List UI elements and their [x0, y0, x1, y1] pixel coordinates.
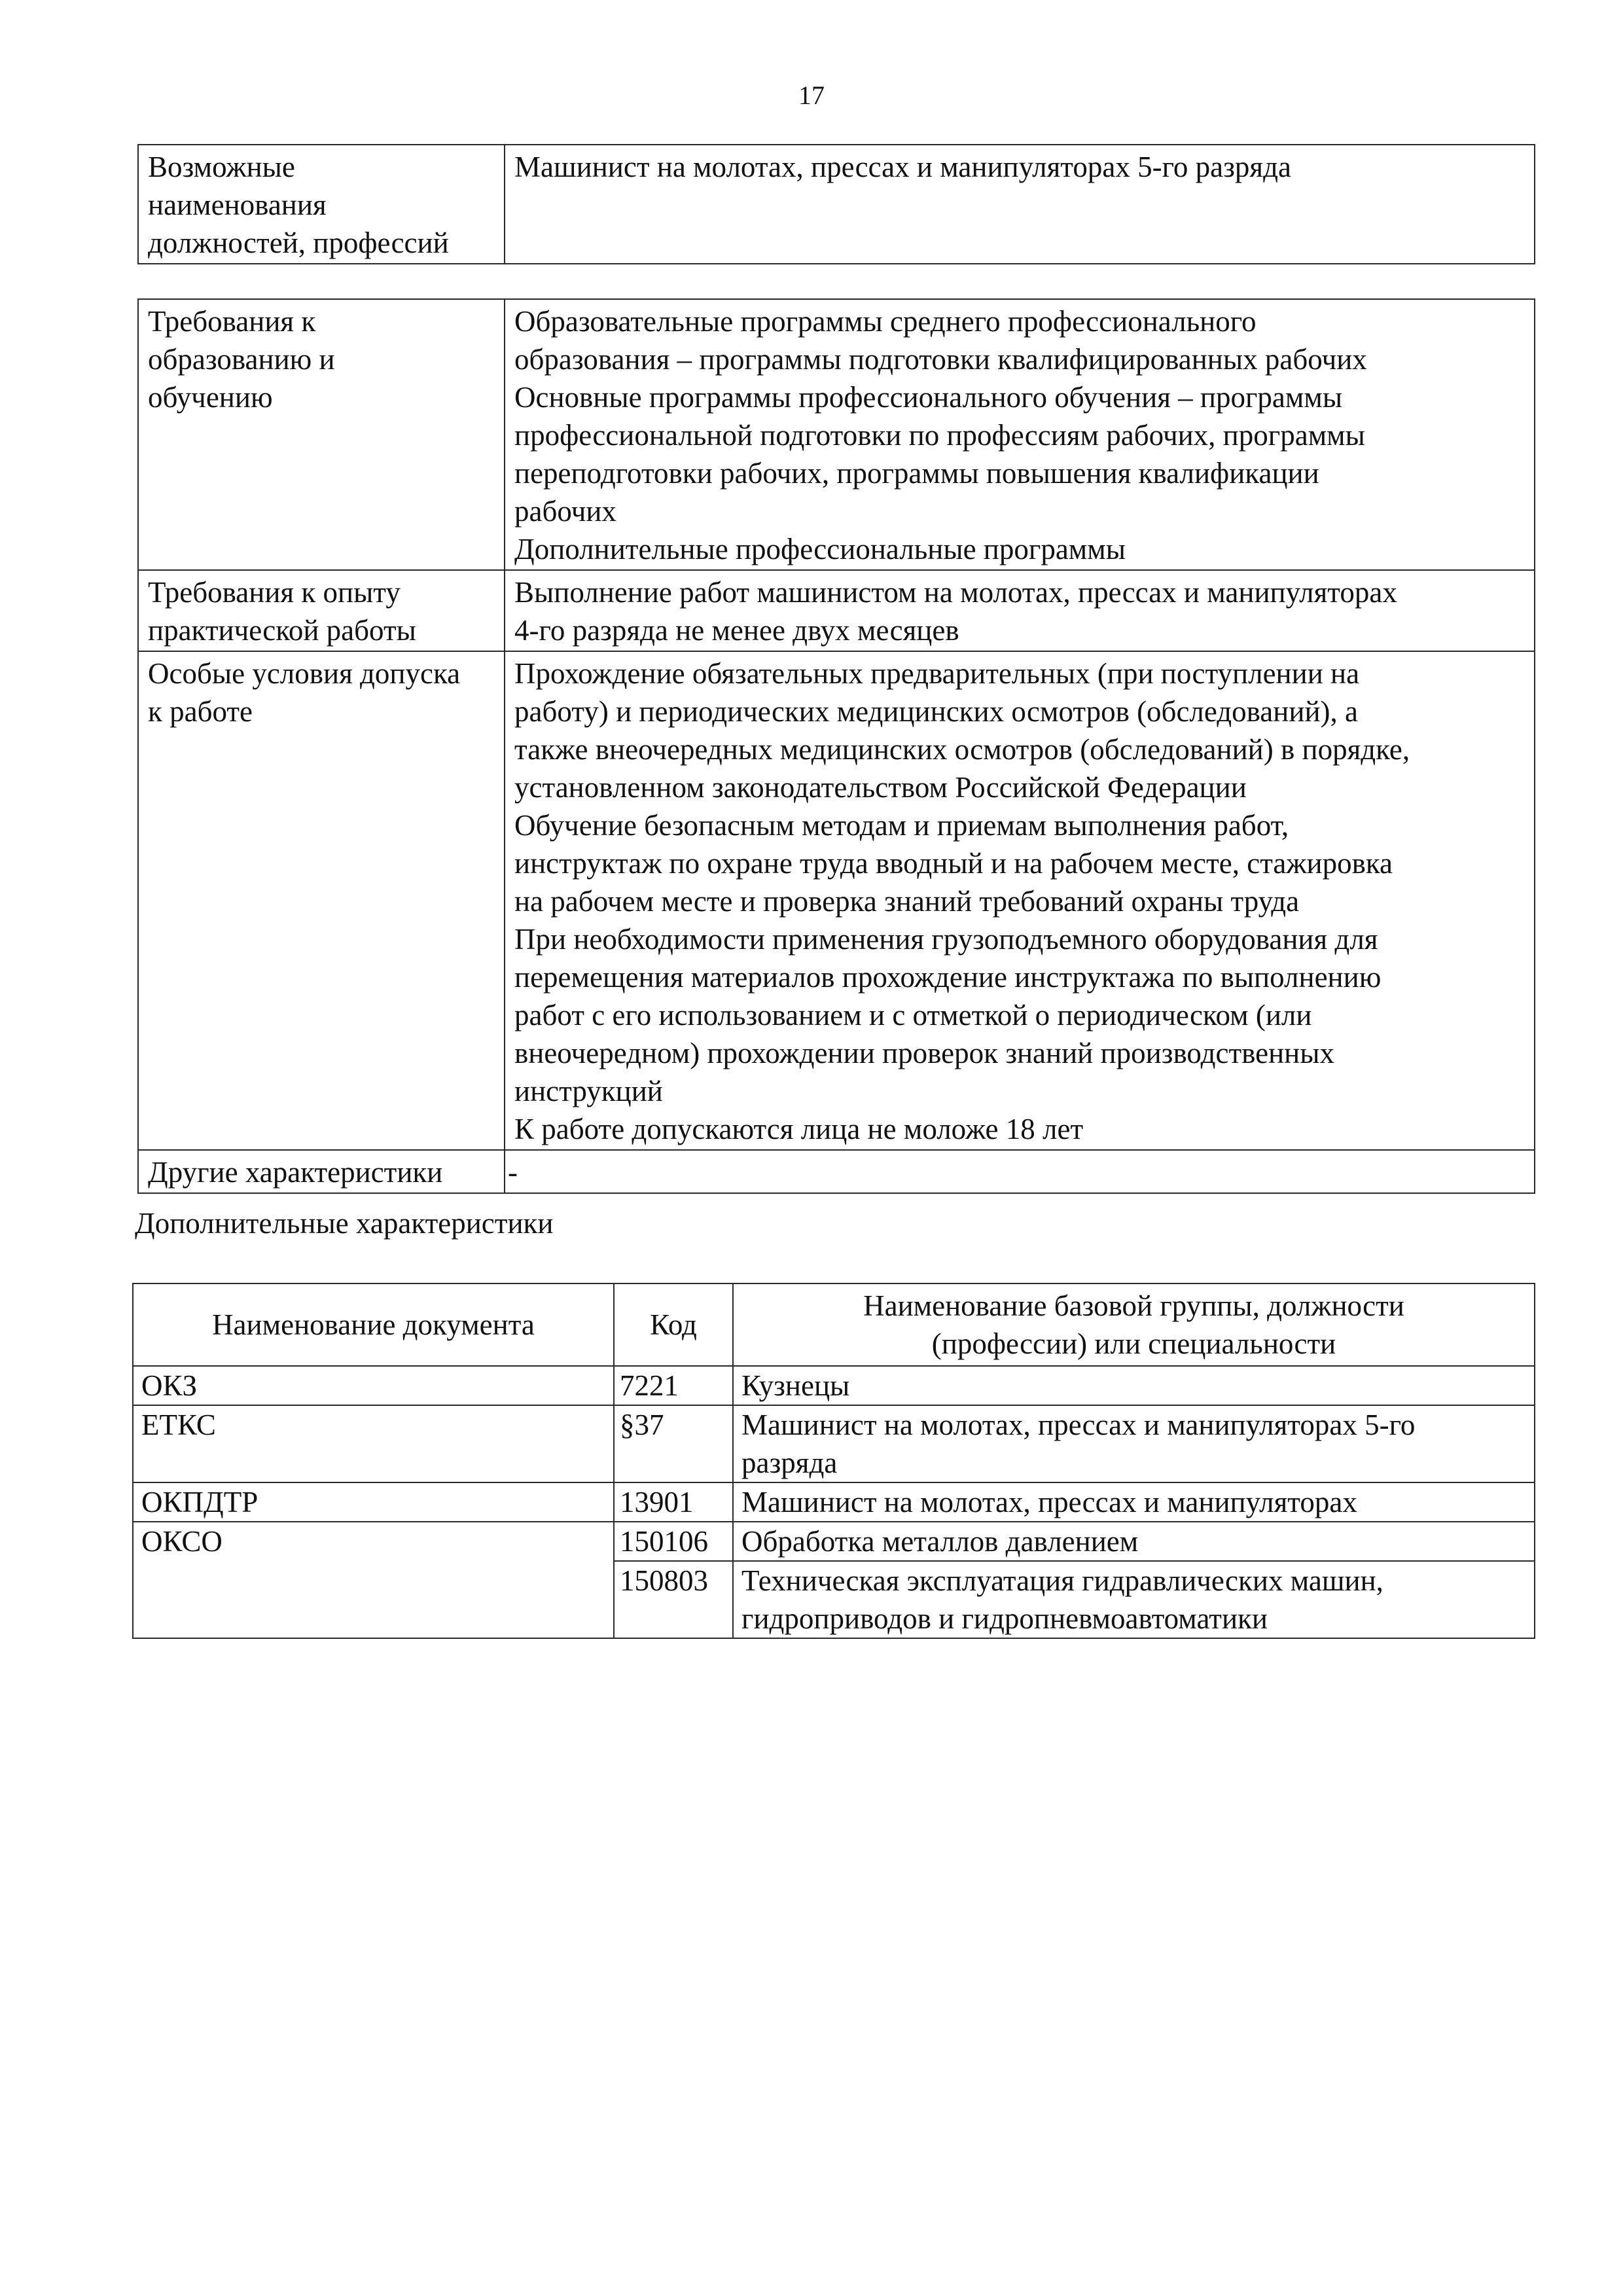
row-name-line: Машинист на молотах, прессах и манипуляторах	[741, 1486, 1357, 1518]
education-label-line: Требования к	[148, 305, 316, 338]
header-name-line: Наименование базовой группы, должности	[863, 1289, 1404, 1322]
experience-value-line: 4-го разряда не менее двух месяцев	[514, 614, 959, 647]
special-conditions-label-line: Особые условия допуска	[148, 657, 461, 690]
education-value-line: профессиональной подготовки по профессиям рабочих, программы	[514, 419, 1365, 452]
row-name	[733, 1366, 1535, 1405]
table-row	[133, 1482, 1535, 1522]
education-value-line: Образовательные программы среднего профессионального	[514, 305, 1257, 338]
special-conditions-value-line: также внеочередных медицинских осмотров (обследований) в порядке,	[514, 733, 1410, 766]
experience-value	[505, 570, 1535, 651]
special-conditions-value-line: инструктаж по охране труда вводный и на рабочем месте, стажировка	[514, 847, 1393, 880]
table-row	[133, 1522, 1535, 1561]
special-conditions-value-line: внеочередном) прохождении проверок знаний производственных	[514, 1037, 1334, 1069]
header-document: Наименование документа	[133, 1283, 614, 1366]
special-conditions-label-line: к работе	[148, 695, 253, 728]
positions-label-line: должностей, профессий	[148, 226, 449, 259]
row-name	[733, 1522, 1535, 1561]
education-label-line: обучению	[148, 381, 273, 414]
positions-row	[138, 145, 1535, 264]
experience-label-line: практической работы	[148, 614, 416, 647]
row-name-line: Обработка металлов давлением	[741, 1525, 1139, 1558]
header-code: Код	[614, 1283, 733, 1366]
row-code: §37	[614, 1405, 733, 1482]
header-name	[733, 1283, 1535, 1366]
row-code: 150106	[614, 1522, 733, 1561]
special-conditions-value-line: перемещения материалов прохождение инструктажа по выполнению	[514, 961, 1382, 994]
experience-row	[138, 570, 1535, 651]
special-conditions-value-line: инструкций	[514, 1075, 663, 1107]
positions-table	[137, 144, 1535, 264]
positions-value	[505, 145, 1535, 264]
special-conditions-value	[505, 651, 1535, 1150]
table-row	[133, 1366, 1535, 1405]
education-label-line: образованию и	[148, 343, 335, 376]
row-code: 13901	[614, 1482, 733, 1522]
row-name-line: гидроприводов и гидропневмоавтоматики	[741, 1602, 1268, 1635]
other-label	[138, 1150, 505, 1193]
special-conditions-value-line: на рабочем месте и проверка знаний требований охраны труда	[514, 885, 1300, 918]
education-value-line: Дополнительные профессиональные программы	[514, 533, 1126, 565]
special-conditions-value-line: работу) и периодических медицинских осмотров (обследований), а	[514, 695, 1358, 728]
row-name-line: Кузнецы	[741, 1369, 850, 1402]
page-number: 17	[798, 81, 825, 110]
education-value-line: рабочих	[514, 495, 616, 528]
special-conditions-value-line: При необходимости применения грузоподъемного оборудования для	[514, 923, 1378, 956]
positions-label-line: Возможные	[148, 151, 295, 183]
positions-label-line: наименования	[148, 188, 327, 221]
special-conditions-value-line: установленном законодательством Российской Федерации	[514, 771, 1247, 804]
special-conditions-value-line: Обучение безопасным методам и приемам выполнения работ,	[514, 809, 1289, 842]
other-row	[138, 1150, 1535, 1193]
experience-label	[138, 570, 505, 651]
row-code: 150803	[614, 1561, 733, 1638]
additional-table	[132, 1283, 1535, 1639]
row-name	[733, 1482, 1535, 1522]
row-name-line: разряда	[741, 1446, 838, 1479]
row-document: ОКЗ	[133, 1366, 614, 1405]
requirements-table	[137, 298, 1535, 1194]
row-name	[733, 1405, 1535, 1482]
row-document: ОКПДТР	[133, 1482, 614, 1522]
header-name-line: (профессии) или специальности	[931, 1327, 1336, 1360]
special-conditions-value-line: Прохождение обязательных предварительных (при поступлении на	[514, 657, 1360, 690]
education-value	[505, 299, 1535, 570]
table-row	[133, 1405, 1535, 1482]
education-label	[138, 299, 505, 570]
special-conditions-label	[138, 651, 505, 1150]
positions-label	[138, 145, 505, 264]
additional-header-row	[133, 1283, 1535, 1366]
special-conditions-value-line: К работе допускаются лица не моложе 18 лет	[514, 1113, 1084, 1145]
education-value-line: образования – программы подготовки квалифицированных рабочих	[514, 343, 1367, 376]
other-value	[505, 1150, 1535, 1193]
experience-value-line: Выполнение работ машинистом на молотах, прессах и манипуляторах	[514, 576, 1397, 609]
row-document: ОКСО	[133, 1522, 614, 1638]
education-value-line: переподготовки рабочих, программы повышения квалификации	[514, 457, 1319, 490]
row-name	[733, 1561, 1535, 1638]
special-conditions-row	[138, 651, 1535, 1150]
row-name-line: Машинист на молотах, прессах и манипуляторах 5-го	[741, 1408, 1416, 1441]
row-name-line: Техническая эксплуатация гидравлических машин,	[741, 1564, 1383, 1597]
education-row	[138, 299, 1535, 570]
additional-section-title: Дополнительные характеристики	[135, 1207, 554, 1240]
row-document: ЕТКС	[133, 1405, 614, 1482]
other-label-text: Другие характеристики	[148, 1156, 443, 1189]
education-value-line: Основные программы профессионального обучения – программы	[514, 381, 1343, 414]
special-conditions-value-line: работ с его использованием и с отметкой о периодическом (или	[514, 999, 1312, 1031]
row-code: 7221	[614, 1366, 733, 1405]
positions-value-text: Машинист на молотах, прессах и манипуляторах 5-го разряда	[514, 151, 1291, 183]
experience-label-line: Требования к опыту	[148, 576, 401, 609]
other-value-text: -	[508, 1156, 518, 1189]
